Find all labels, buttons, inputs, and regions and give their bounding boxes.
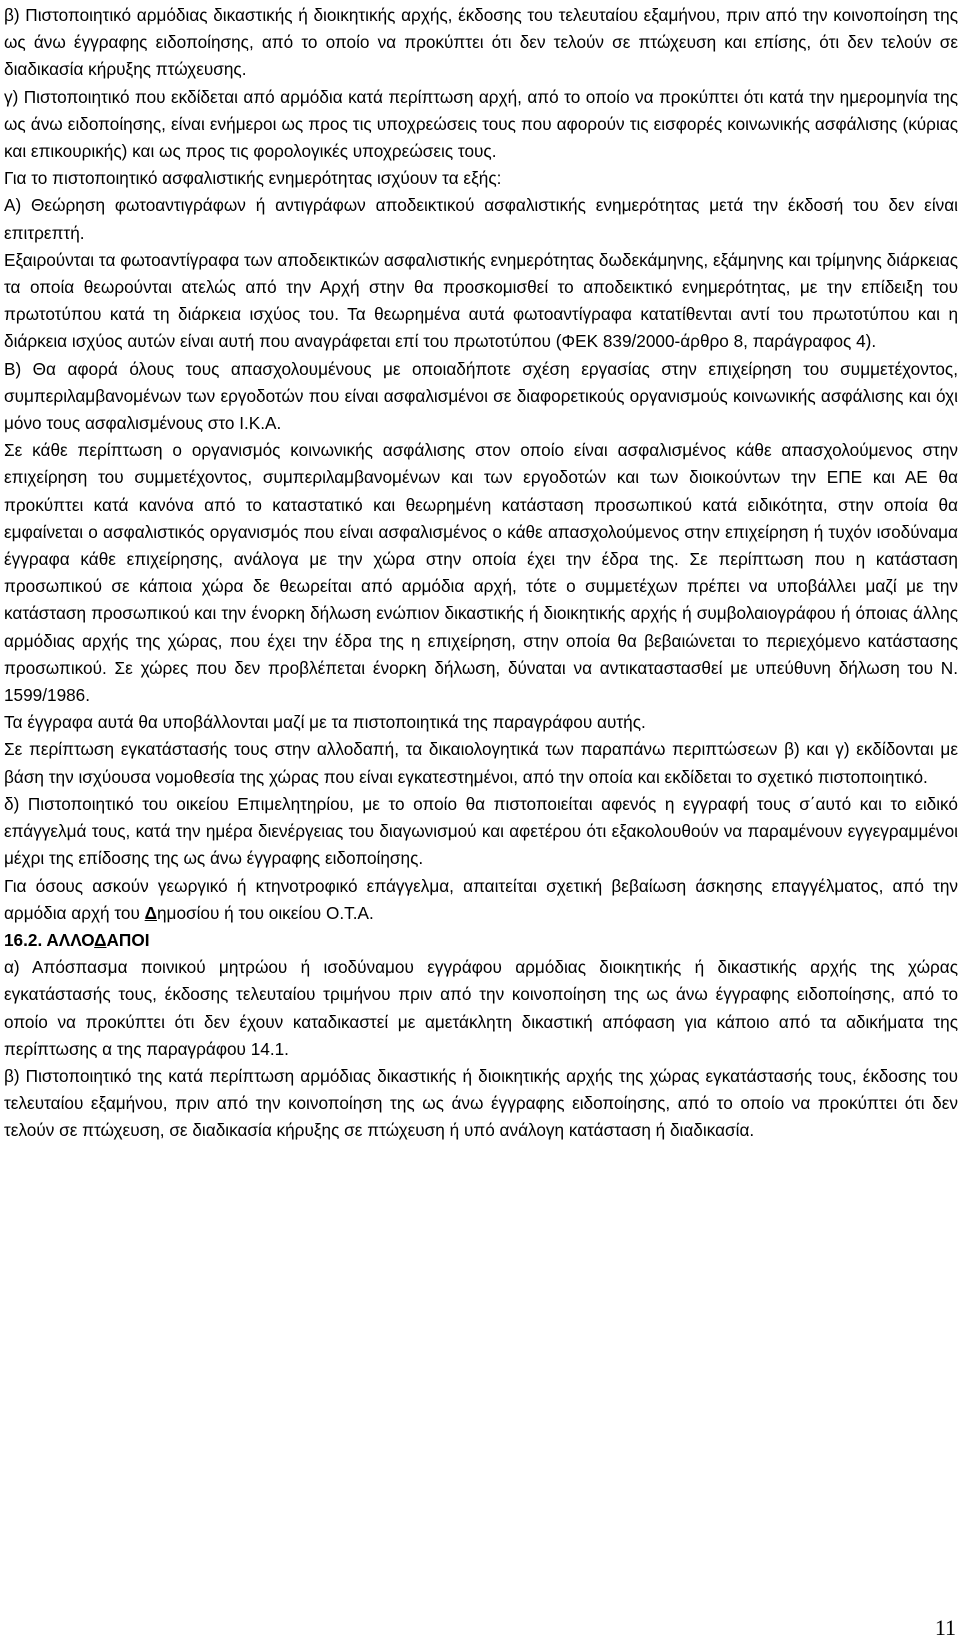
- paragraph-insurance-b: Β) Θα αφορά όλους τους απασχολουμένους με οποιαδήποτε σχέση εργασίας στην επιχείρηση του συμμετέχοντος, συμπεριλαμβανομένων των εργοδοτών που είναι ασφαλισμένοι σε διαφορετικούς οργανισμούς κοινωνικής ασφάλισης και όχι μόνο τους ασφαλισμένους στο Ι.Κ.Α.: [4, 358, 958, 434]
- paragraph-agricultural-profession: [4, 873, 958, 927]
- paragraph-beta-bankruptcy-certificate: β) Πιστοποιητικό αρμόδιας δικαστικής ή διοικητικής αρχής, έκδοσης του τελευταίου εξαμήνου, πριν από την κοινοποίηση της ως άνω έγγραφης ειδοποίησης, από το οποίο να προκύπτει ότι δεν τελούν σε πτώχευση και επίσης, ότι δεν τελούν σε διαδικασία κήρυξης πτώχευσης.: [4, 5, 958, 80]
- document-body: [4, 2, 958, 1145]
- heading-number: 16.2. ΑΛΛΟ: [4, 929, 95, 950]
- paragraph-foreign-establishment: Σε περίπτωση εγκατάστασής τους στην αλλοδαπή, τα δικαιολογητικά των παραπάνω περιπτώσεων β) και γ) εκδίδονται με βάση την ισχύουσα νομοθεσία της χώρας που είναι εγκατεστημένοι, από την οποία και εκδίδεται το σχετικό πιστοποιητικό.: [4, 739, 958, 787]
- paragraph-gamma-compliance-certificate: γ) Πιστοποιητικό που εκδίδεται από αρμόδια κατά περίπτωση αρχή, από το οποίο να προκύπτει ότι κατά την ημερομηνία της ως άνω ειδοποίησης, είναι ενήμεροι ως προς τις υποχρεώσεις τους που αφορούν τις εισφορές κοινωνικής ασφάλισης (κύριας και επικουρικής) και ως προς τις φορολογικές υποχρεώσεις τους.: [4, 86, 958, 162]
- paragraph-alpha-criminal-record: α) Απόσπασμα ποινικού μητρώου ή ισοδύναμου εγγράφου αρμόδιας διοικητικής ή δικαστικής αρχής της χώρας εγκατάστασής τους, έκδοσης τελευταίου τριμήνου πριν από την κοινοποίηση της ως άνω έγγραφης ειδοποίησης, από το οποίο να προκύπτει ότι δεν έχουν καταδικαστεί με αμετάκλητη δικαστική απόφαση για κάποιο από τα αδικήματα της περίπτωσης α της παραγράφου 14.1.: [4, 957, 958, 1059]
- paragraph-insurance-a: Α) Θεώρηση φωτοαντιγράφων ή αντιγράφων αποδεικτικού ασφαλιστικής ενημερότητας μετά την έκδοσή του δεν είναι επιτρεπτή.: [4, 195, 958, 243]
- agricultural-text-part1: Για όσους ασκούν γεωργικό ή κτηνοτροφικό επάγγελμα, απαιτείται σχετική βεβαίωση άσκησης επαγγέλματος, από την αρμόδια αρχή του: [4, 875, 958, 923]
- paragraph-delta-chamber-certificate: δ) Πιστοποιητικό του οικείου Επιμελητηρίου, με το οποίο θα πιστοποιείται αφενός η εγγραφή τους σ΄αυτό και το ειδικό επάγγελμά τους, κατά την ημέρα διενέργειας του διαγωνισμού και αφετέρου ότι εξακολουθούν να παραμένουν εγγεγραμμένοι μέχρι της επίδοσης της ως άνω έγγραφης ειδοποίησης.: [4, 793, 958, 869]
- paragraph-documents-submission: Τα έγγραφα αυτά θα υποβάλλονται μαζί με τα πιστοποιητικά της παραγράφου αυτής.: [4, 712, 646, 733]
- agricultural-text-part2: ημοσίου ή του οικείου Ο.Τ.Α.: [156, 902, 374, 923]
- paragraph-insurance-exceptions: Εξαιρούνται τα φωτοαντίγραφα των αποδεικτικών ασφαλιστικής ενημερότητας δωδεκάμηνης, εξάμηνης και τρίμηνης διάρκειας τα οποία θεωρούνται ατελώς από την Αρχή στην θα προσκομισθεί το αποδεικτικό ενημερότητας, με την επίδειξη του πρωτοτύπου κατά τη διάρκεια ισχύος του. Τα θεωρημένα αυτά φωτοαντίγραφα κατατίθενται αντί του πρωτοτύπου και η διάρκεια ισχύος αυτών είναι αυτή που αναγράφεται επί του πρωτοτύπου (ΦΕΚ 839/2000-άρθρο 8, παράγραφος 4).: [4, 249, 958, 352]
- agricultural-bold-letter: Δ: [144, 902, 157, 923]
- page-number: 11: [934, 1615, 956, 1640]
- paragraph-beta-foreign-bankruptcy: β) Πιστοποιητικό της κατά περίπτωση αρμόδιας δικαστικής ή διοικητικής αρχής της χώρας εγκατάστασής τους, έκδοσης του τελευταίου εξαμήνου, πριν από την κοινοποίηση της ως άνω έγγραφης ειδοποίησης, από το οποίο να προκύπτει ότι δεν τελούν σε πτώχευση, σε διαδικασία κήρυξης σε πτώχευση ή υπό ανάλογη κατάσταση ή διαδικασία.: [4, 1065, 958, 1141]
- section-heading-16-2: [4, 927, 958, 954]
- paragraph-social-insurance-organization: Σε κάθε περίπτωση ο οργανισμός κοινωνικής ασφάλισης στον οποίο είναι ασφαλισμένος κάθε απασχολούμενος στην επιχείρηση του συμμετέχοντος, συμπεριλαμβανομένων και των εργοδοτών και των διοικούντων την ΕΠΕ και ΑΕ θα προκύπτει κατά κανόνα από το καταστατικό και θεωρημένη κατάσταση προσωπικού κατά ειδικότητα, στην οποία θα εμφαίνεται ο ασφαλιστικός οργανισμός που είναι ασφαλισμένος ο κάθε απασχολούμενος στην επιχείρηση ή τυχόν ισοδύναμα έγγραφα κάθε επιχείρησης, ανάλογα με την χώρα στην οποία έχει την έδρα της. Σε περίπτωση που η κατάσταση προσωπικού σε κάποια χώρα δε θεωρείται από αρμόδια αρχή, τότε ο συμμετέχων πρέπει να υποβάλλει μαζί με την κατάσταση προσωπικού και την ένορκη δήλωση ενώπιον δικαστικής ή διοικητικής αρχής ή συμβολαιογράφου ή όποιας άλλης αρμόδιας αρχής της χώρας, που έχει την έδρα της η επιχείρηση, στην οποία θα βεβαιώνεται το περιεχόμενο κατάστασης προσωπικού. Σε χώρες που δεν προβλέπεται ένορκη δήλωση, δύναται να αντικαταστασθεί με υπεύθυνη δήλωση του Ν. 1599/1986.: [4, 440, 958, 706]
- heading-rest: ΑΠΟΙ: [106, 929, 150, 950]
- paragraph-insurance-intro: Για το πιστοποιητικό ασφαλιστικής ενημερότητας ισχύουν τα εξής:: [4, 168, 502, 189]
- heading-underlined-letter: Δ: [94, 929, 107, 950]
